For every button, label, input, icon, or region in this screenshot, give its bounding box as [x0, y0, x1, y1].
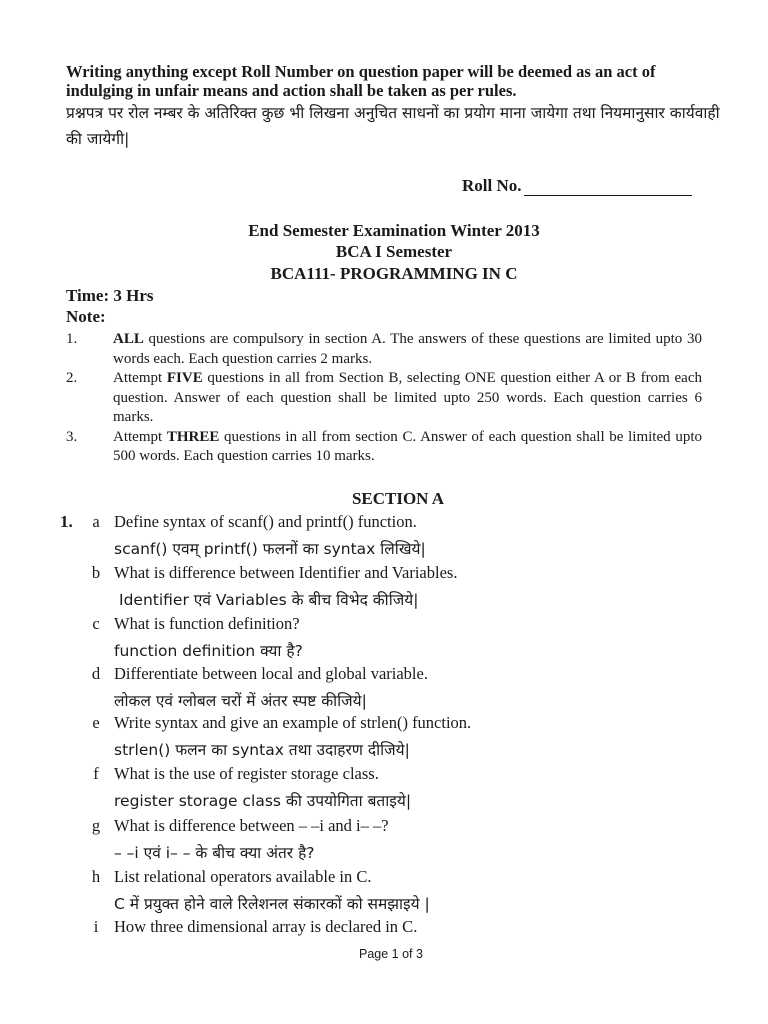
note-body: questions are compulsory in section A. The answers of these questions are limited upto 30 words each. Each question carries 2 marks.	[113, 331, 702, 367]
exam-semester: BCA I Semester	[335, 242, 453, 261]
question-english: Write syntax and give an example of strlen() function.	[114, 713, 472, 732]
question-english: Define syntax of scanf() and printf() function.	[114, 512, 417, 531]
note-number: 2.	[66, 370, 78, 386]
question-english: Differentiate between local and global variable.	[114, 664, 428, 683]
question-hindi: लोकल एवं ग्लोबल चरों में अंतर स्पष्ट कीजिये|	[114, 692, 367, 710]
note-number: 1.	[66, 331, 78, 347]
question-hindi: register storage class की उपयोगिता बताइये|	[114, 792, 412, 810]
note-body: questions in all from section C. Answer of each question shall be limited upto 500 words. Each question carries 10 marks.	[113, 428, 702, 464]
warning-english: Writing anything except Roll Number on question paper will be deemed as an act of indulging in unfair means and action shall be taken as per rules.	[66, 62, 656, 100]
note-text	[113, 330, 702, 369]
question-hindi: C में प्रयुक्त होने वाले रिलेशनल संकारकों को समझाइये |	[114, 895, 430, 913]
question-letter: i	[93, 917, 99, 936]
roll-number-field	[462, 176, 692, 196]
note-heading: Note:	[66, 307, 106, 326]
question-english: What is difference between – –i and i– –?	[114, 816, 389, 835]
question-letter: b	[91, 563, 101, 582]
section-title: SECTION A	[351, 489, 445, 508]
note-prefix: Attempt	[113, 428, 167, 445]
question-letter: d	[91, 664, 101, 683]
exam-course: BCA111- PROGRAMMING IN C	[270, 264, 518, 283]
exam-time: Time: 3 Hrs	[66, 286, 154, 305]
roll-number-line	[524, 178, 692, 196]
notes-list	[66, 330, 702, 467]
question-letter: f	[93, 764, 99, 783]
note-text	[113, 369, 702, 428]
note-prefix: Attempt	[113, 370, 167, 386]
question-english: List relational operators available in C.	[114, 867, 372, 886]
note-item	[66, 428, 702, 467]
question-letter: c	[92, 614, 100, 633]
question-letter: e	[92, 713, 100, 732]
question-letter: h	[91, 867, 101, 886]
question-letter: a	[92, 512, 100, 531]
question-letter: g	[91, 816, 101, 835]
note-emphasis: THREE	[166, 428, 220, 445]
question-english: How three dimensional array is declared in C.	[114, 917, 418, 936]
question-english: What is difference between Identifier and Variables.	[114, 563, 458, 582]
note-body: questions in all from Section B, selecting ONE question either A or B from each question. Answer of each question shall be limited upto 250 words. Each question carries 6 marks.	[113, 370, 702, 425]
note-emphasis: ALL	[113, 331, 144, 347]
question-hindi: scanf() एवम् printf() फलनों का syntax लिखिये|	[114, 540, 426, 558]
question-english: What is the use of register storage class.	[114, 764, 379, 783]
warning-hindi: प्रश्नपत्र पर रोल नम्बर के अतिरिक्त कुछ भी लिखना अनुचित साधनों का प्रयोग माना जायेगा तथा नियमानुसार कार्यवाही की जायेगी|	[66, 104, 720, 148]
question-hindi: – –i एवं i– – के बीच क्या अंतर है?	[114, 844, 315, 862]
question-hindi: strlen() फलन का syntax तथा उदाहरण दीजिये|	[114, 741, 410, 759]
note-number: 3.	[66, 428, 78, 445]
note-emphasis: FIVE	[166, 370, 203, 386]
note-text	[113, 428, 702, 467]
note-item	[66, 330, 702, 369]
question-english: What is function definition?	[114, 614, 300, 633]
roll-number-label: Roll No.	[462, 176, 522, 195]
page-footer: Page 1 of 3	[359, 947, 423, 961]
question-hindi: Identifier एवं Variables के बीच विभेद कीजिये|	[119, 591, 419, 609]
note-item	[66, 369, 702, 428]
question-hindi: function definition क्या है?	[114, 642, 303, 660]
exam-title: End Semester Examination Winter 2013	[248, 221, 540, 240]
question-number: 1.	[60, 512, 73, 531]
